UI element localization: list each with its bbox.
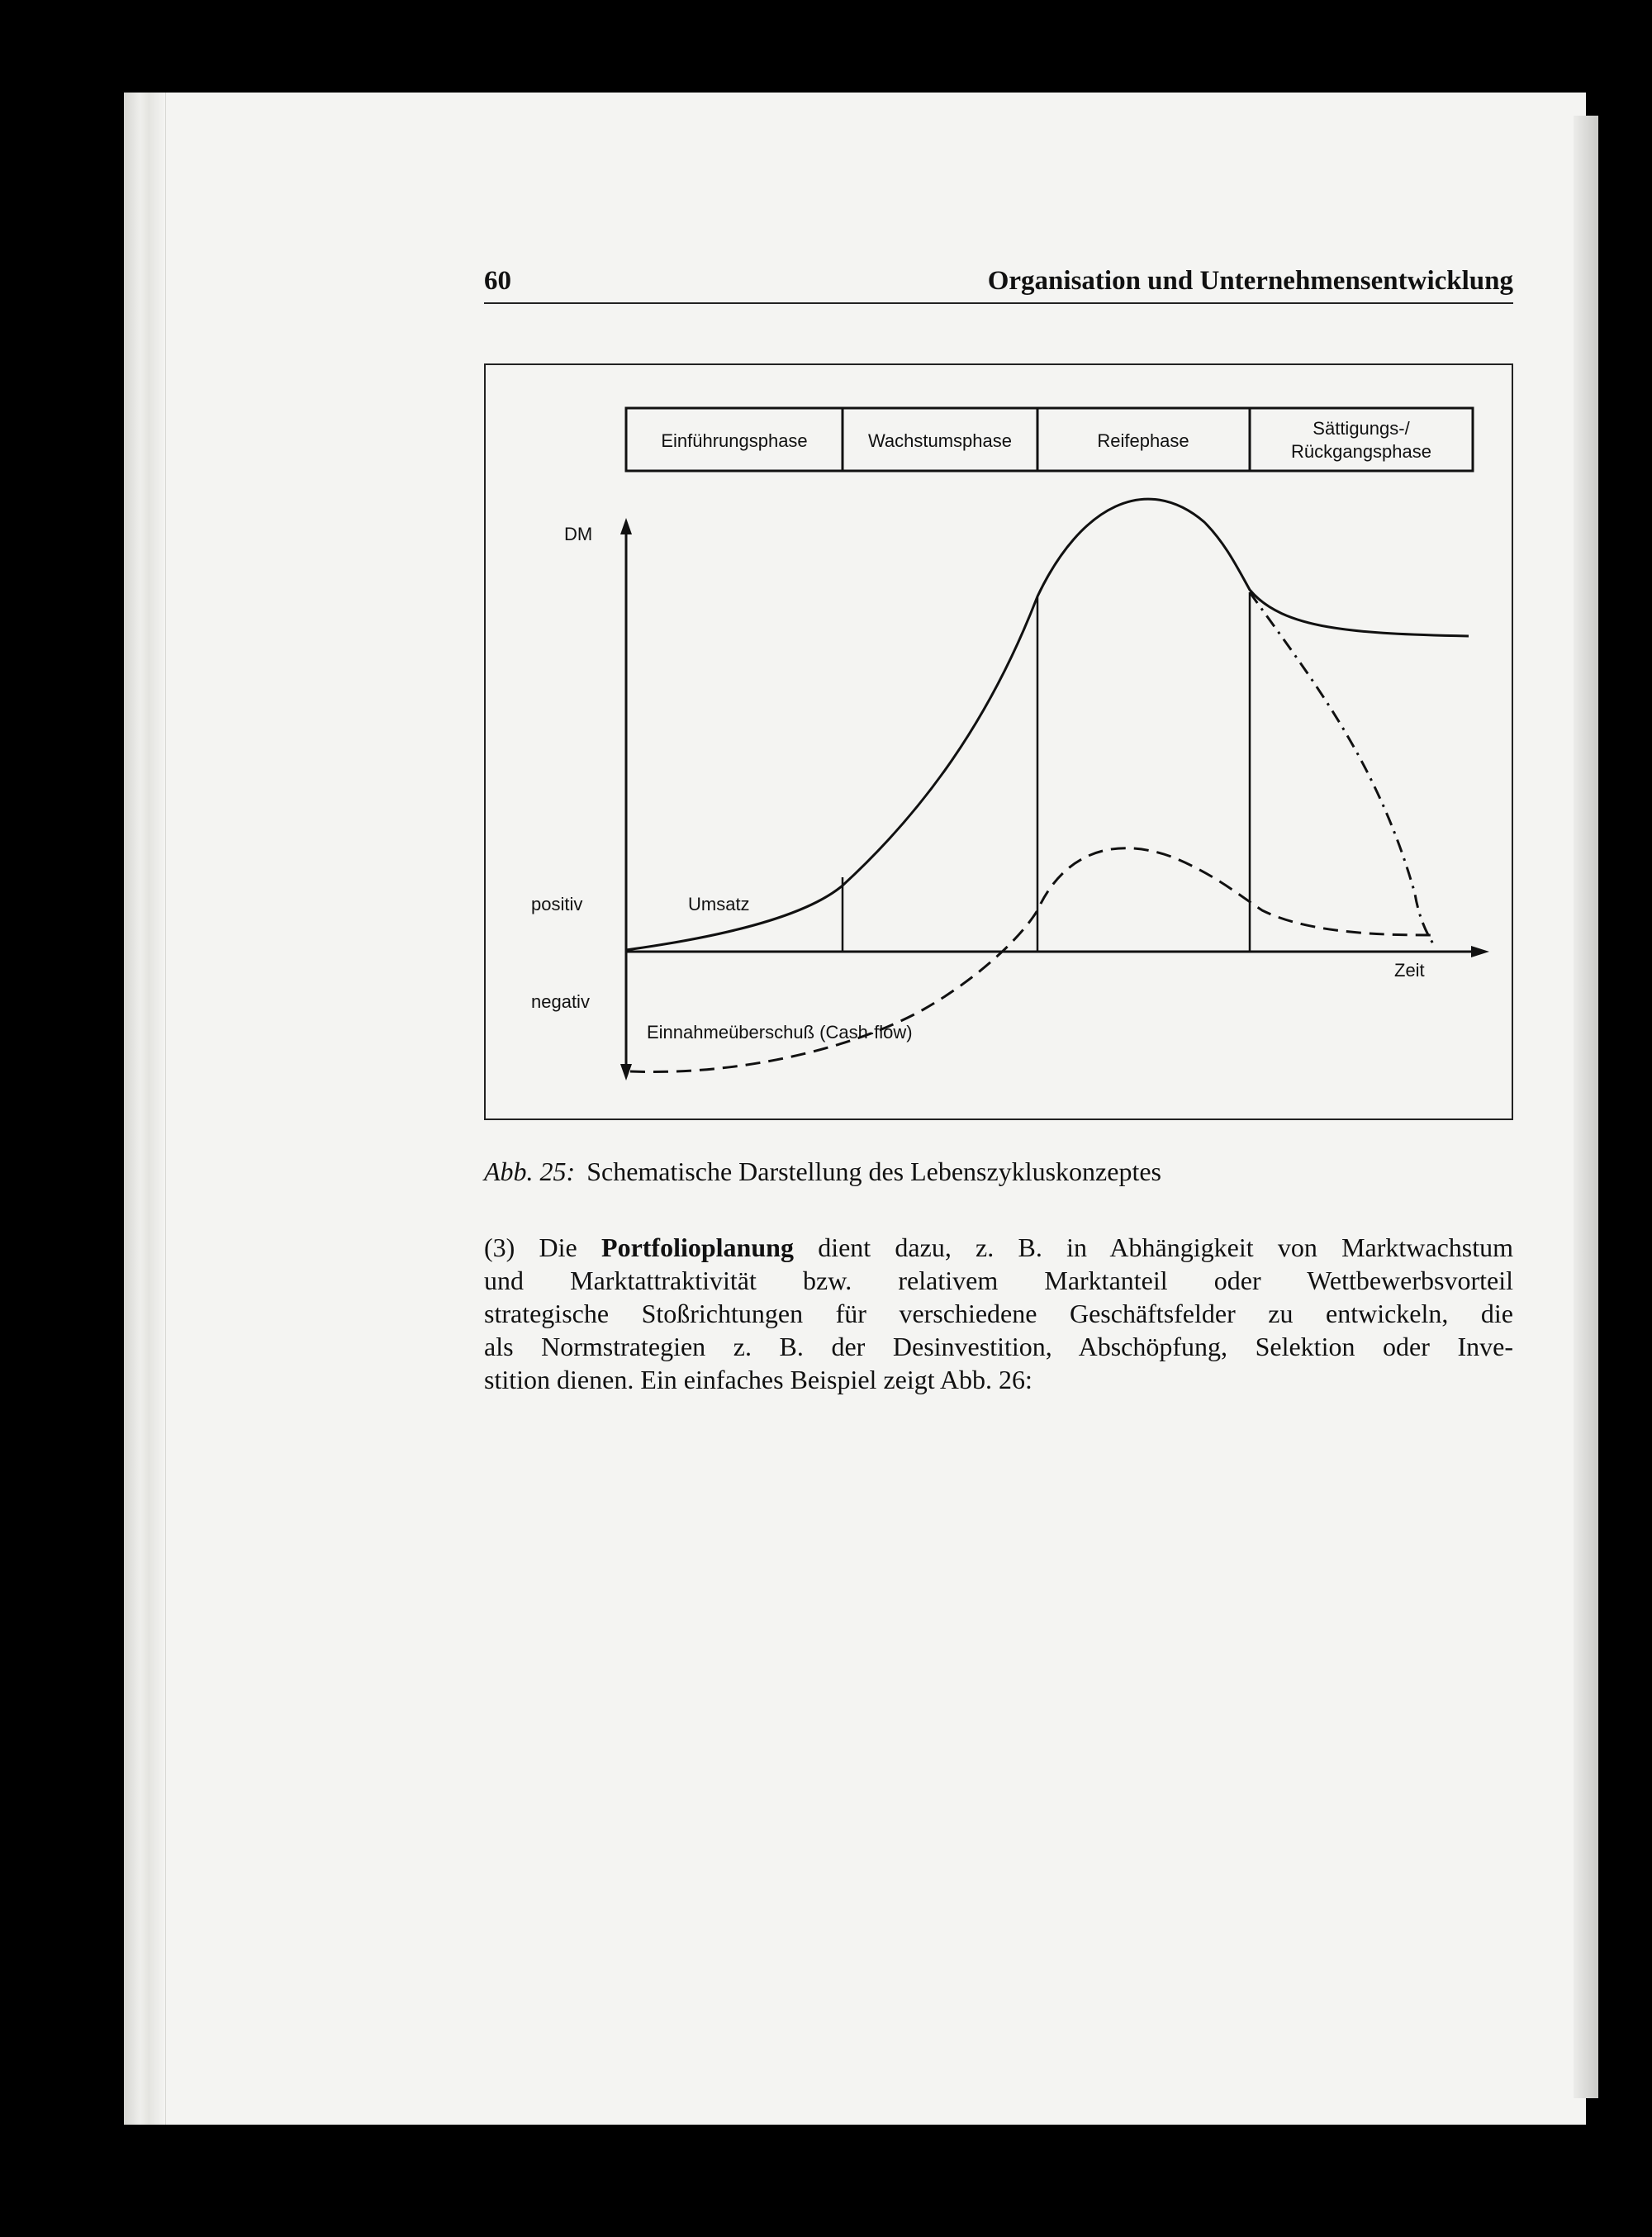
text-line: und Marktattraktivität bzw. relativem Marktanteil oder Wettbewerbsvorteil <box>484 1266 1513 1295</box>
text-line: stition dienen. Ein einfaches Beispiel zeigt Abb. 26: <box>484 1365 1032 1394</box>
text-line-end: dient dazu, z. B. in Abhängigkeit von Marktwachstum <box>818 1232 1514 1262</box>
running-title: Organisation und Unternehmensentwicklung <box>987 266 1513 296</box>
x-axis-arrow <box>1471 946 1489 957</box>
x-axis-label: Zeit <box>1394 960 1425 981</box>
y-axis-label: DM <box>564 524 593 544</box>
decline-variant-curve <box>1250 592 1436 948</box>
gutter-shadow <box>1574 116 1598 2098</box>
phase-label-decline: Rückgangsphase <box>1290 441 1432 462</box>
text-line: strategische Stoßrichtungen für verschiedene Geschäftsfelder zu entwickeln, die <box>484 1299 1513 1328</box>
page-number: 60 <box>484 266 511 296</box>
text-line: als Normstrategien z. B. der Desinvestition, Abschöpfung, Selektion oder Inve- <box>484 1332 1513 1361</box>
body-paragraph <box>484 1231 1513 1396</box>
phase-label-saturation: Sättigungs-/ <box>1313 418 1410 439</box>
phase-label-introduction: Einführungsphase <box>661 430 808 451</box>
page-header <box>484 261 1513 304</box>
lifecycle-figure <box>484 363 1513 1120</box>
text-line <box>484 1231 1513 1264</box>
caption-text: Schematische Darstellung des Lebenszykluskonzeptes <box>586 1156 1161 1186</box>
positive-label: positiv <box>531 894 583 914</box>
phase-header-row <box>626 408 1473 471</box>
sales-curve <box>626 499 1469 950</box>
portfolioplanung-term: Portfolioplanung <box>601 1232 794 1262</box>
phase-label-maturity: Reifephase <box>1097 430 1189 451</box>
cashflow-curve-label: Einnahmeüberschuß (Cash-flow) <box>647 1022 913 1043</box>
text-line-start: (3) Die <box>484 1232 577 1262</box>
figure-caption <box>484 1156 1513 1187</box>
y-axis-arrow-down <box>620 1064 632 1081</box>
page-edge-stack <box>124 93 166 2125</box>
negative-label: negativ <box>531 991 590 1012</box>
sales-curve-label: Umsatz <box>688 894 750 914</box>
phase-label-growth: Wachstumsphase <box>867 430 1013 451</box>
caption-label: Abb. 25: <box>484 1156 576 1186</box>
y-axis-arrow-up <box>620 518 632 534</box>
lifecycle-diagram <box>486 365 1515 1122</box>
